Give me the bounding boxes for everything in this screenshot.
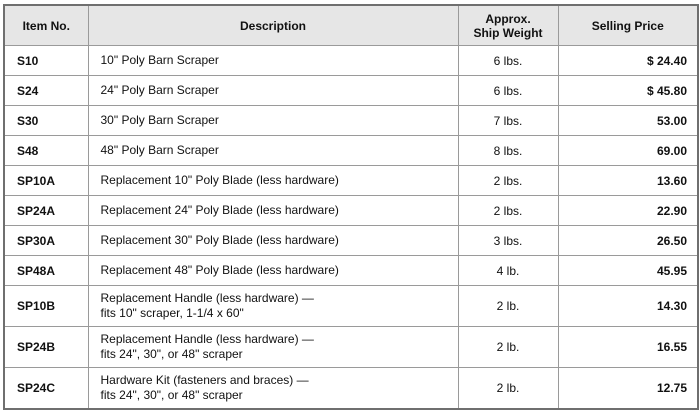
cell-description [88, 286, 458, 327]
table-row [4, 106, 698, 136]
description-line2: fits 10" scraper, 1-1/4 x 60" [100, 306, 244, 320]
description-line1: Replacement 10" Poly Blade (less hardware) [100, 173, 339, 187]
cell-selling-price: 69.00 [558, 136, 698, 166]
description-line1: 10" Poly Barn Scraper [100, 53, 219, 67]
cell-description [88, 368, 458, 409]
table-body [4, 46, 698, 409]
cell-selling-price: 22.90 [558, 196, 698, 226]
cell-item-no: SP24A [4, 196, 88, 226]
cell-item-no: S30 [4, 106, 88, 136]
header-item-no: Item No. [4, 5, 88, 46]
cell-description [88, 256, 458, 286]
cell-ship-weight: 2 lb. [458, 327, 558, 368]
cell-item-no: SP10A [4, 166, 88, 196]
cell-description [88, 166, 458, 196]
header-description: Description [88, 5, 458, 46]
description-line1: Replacement 48" Poly Blade (less hardware) [100, 263, 339, 277]
header-ship-weight [458, 5, 558, 46]
cell-selling-price: $ 24.40 [558, 46, 698, 76]
cell-ship-weight: 2 lbs. [458, 166, 558, 196]
cell-item-no: S10 [4, 46, 88, 76]
cell-description [88, 196, 458, 226]
table-row [4, 327, 698, 368]
table-row [4, 76, 698, 106]
description-line1: Replacement 30" Poly Blade (less hardware) [100, 233, 339, 247]
cell-item-no: S24 [4, 76, 88, 106]
cell-description [88, 106, 458, 136]
cell-ship-weight: 4 lb. [458, 256, 558, 286]
description-line1: Replacement Handle (less hardware) — [100, 332, 314, 346]
table-row [4, 136, 698, 166]
cell-selling-price: 53.00 [558, 106, 698, 136]
table-row [4, 286, 698, 327]
cell-item-no: SP24B [4, 327, 88, 368]
description-line2: fits 24", 30", or 48" scraper [100, 387, 243, 402]
cell-ship-weight: 8 lbs. [458, 136, 558, 166]
cell-ship-weight: 2 lb. [458, 368, 558, 409]
description-line1: Replacement Handle (less hardware) — [100, 291, 314, 305]
description-line2: fits 24", 30", or 48" scraper [100, 347, 243, 361]
cell-ship-weight: 3 lbs. [458, 226, 558, 256]
description-line1: Replacement 24" Poly Blade (less hardware) [100, 203, 339, 217]
cell-description [88, 76, 458, 106]
description-line1: Hardware Kit (fasteners and braces) — [100, 372, 309, 387]
cell-item-no: SP48A [4, 256, 88, 286]
price-table-container [3, 4, 697, 410]
table-row [4, 226, 698, 256]
cell-selling-price: 45.95 [558, 256, 698, 286]
header-weight-line1: Approx. [485, 11, 531, 26]
description-line1: 30" Poly Barn Scraper [100, 113, 219, 127]
cell-ship-weight: 6 lbs. [458, 76, 558, 106]
cell-ship-weight: 2 lb. [458, 286, 558, 327]
cell-item-no: SP24C [4, 368, 88, 409]
cell-description [88, 136, 458, 166]
table-row [4, 196, 698, 226]
description-line1: 48" Poly Barn Scraper [100, 143, 219, 157]
cell-selling-price: 14.30 [558, 286, 698, 327]
cell-ship-weight: 7 lbs. [458, 106, 558, 136]
table-row [4, 46, 698, 76]
cell-item-no: SP30A [4, 226, 88, 256]
table-row [4, 368, 698, 409]
description-line1: 24" Poly Barn Scraper [100, 83, 219, 97]
cell-description [88, 226, 458, 256]
cell-description [88, 327, 458, 368]
price-table [3, 4, 699, 410]
table-header-row [4, 5, 698, 46]
cell-selling-price: 13.60 [558, 166, 698, 196]
header-selling-price: Selling Price [558, 5, 698, 46]
cell-selling-price: 12.75 [558, 368, 698, 409]
cell-item-no: S48 [4, 136, 88, 166]
cell-ship-weight: 2 lbs. [458, 196, 558, 226]
cell-selling-price: $ 45.80 [558, 76, 698, 106]
header-weight-line2: Ship Weight [473, 25, 543, 40]
cell-item-no: SP10B [4, 286, 88, 327]
cell-ship-weight: 6 lbs. [458, 46, 558, 76]
cell-selling-price: 26.50 [558, 226, 698, 256]
table-row [4, 166, 698, 196]
cell-description [88, 46, 458, 76]
table-row [4, 256, 698, 286]
cell-selling-price: 16.55 [558, 327, 698, 368]
